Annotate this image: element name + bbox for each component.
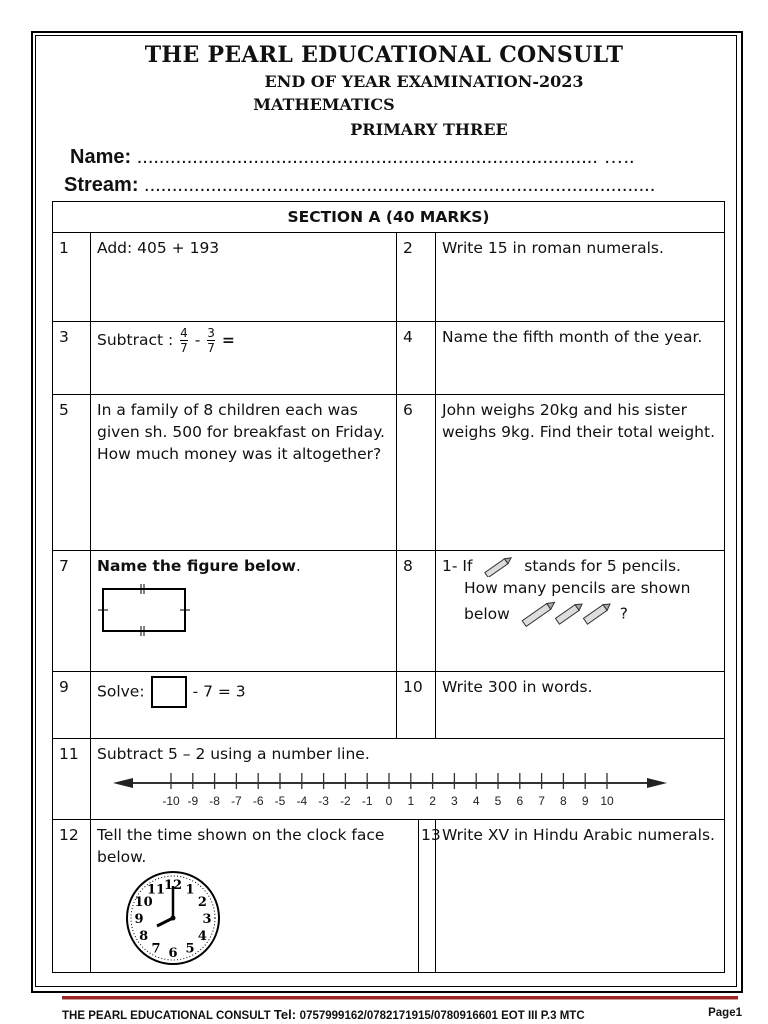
fraction-a-denominator: 7	[180, 341, 188, 355]
question-10-text: Write 300 in words.	[436, 672, 725, 739]
question-8-line2: How many pencils are shown	[464, 579, 691, 597]
name-dots: ...................................................................................	[136, 146, 598, 168]
question-7-text: Name the figure below	[97, 557, 296, 575]
footer-numbers: 0757999162/0782171915/0780916601 EOT III P.3 MTC	[299, 1010, 585, 1022]
fraction-a	[180, 326, 188, 355]
question-9-suffix: - 7 = 3	[192, 682, 246, 701]
number-line-label: 3	[451, 794, 458, 808]
number-line-label: 1	[407, 794, 415, 808]
clock-numeral: 12	[163, 878, 183, 893]
class-title: PRIMARY THREE	[350, 120, 508, 139]
question-number: 3	[53, 322, 91, 395]
number-line-label: 7	[538, 794, 545, 808]
minus-sign: -	[194, 331, 201, 349]
fraction-b-denominator: 7	[207, 341, 215, 355]
question-number: 2	[397, 233, 436, 322]
clock-numeral: 5	[185, 941, 195, 957]
rectangle-figure	[97, 581, 197, 637]
clock-numeral: 9	[134, 912, 144, 927]
question-number: 13	[419, 820, 436, 973]
clock-numeral: 1	[185, 882, 195, 898]
clock-numeral: 10	[134, 895, 153, 910]
pencil-icon	[481, 557, 515, 577]
question-11-cell	[91, 739, 725, 820]
footer-rule-thin	[62, 999, 738, 1000]
clock-numeral: 7	[151, 941, 161, 957]
section-heading: SECTION A (40 MARKS)	[53, 202, 725, 233]
number-line-label: -1	[361, 794, 373, 808]
number-line-label: -7	[231, 794, 242, 808]
clock-numeral: 2	[197, 895, 207, 910]
question-6-text: John weighs 20kg and his sister weighs 9kg. Find their total weight.	[436, 395, 725, 551]
question-8-line3a: below	[464, 604, 510, 623]
answer-box[interactable]	[151, 676, 187, 708]
clock-numeral: 8	[139, 929, 149, 944]
stream-dots: ............................................................................................	[144, 174, 656, 196]
number-line-label: 5	[494, 794, 502, 808]
question-8-line3b: ?	[619, 604, 628, 623]
number-line-label: 0	[385, 794, 393, 808]
footer-org: THE PEARL EDUCATIONAL CONSULT	[62, 1010, 274, 1022]
number-line-label: 6	[516, 794, 524, 808]
number-line-label: -2	[340, 794, 351, 808]
stream-field[interactable]	[64, 174, 686, 197]
question-3-prefix: Subtract :	[97, 331, 174, 349]
footer-tel-label: Tel:	[273, 1007, 300, 1022]
question-number: 12	[53, 820, 91, 973]
number-line-label: -4	[296, 794, 308, 808]
number-line-label: 2	[429, 794, 436, 808]
question-number: 5	[53, 395, 91, 551]
question-5-text: In a family of 8 children each was given sh. 500 for breakfast on Friday. How much money was it altogether?	[91, 395, 397, 551]
clock-face	[119, 868, 229, 968]
number-line-label: -6	[252, 794, 264, 808]
number-line-label: -5	[274, 794, 286, 808]
question-13-text: Write XV in Hindu Arabic numerals.	[436, 820, 725, 973]
question-3-cell	[91, 322, 397, 395]
question-8-cell	[436, 551, 725, 672]
question-number: 10	[397, 672, 436, 739]
stream-label: Stream:	[64, 174, 139, 196]
question-11-text: Subtract 5 – 2 using a number line.	[97, 745, 370, 763]
question-7-cell	[91, 551, 397, 672]
question-number: 7	[53, 551, 91, 672]
org-title: THE PEARL EDUCATIONAL CONSULT	[144, 42, 624, 68]
question-9-prefix: Solve:	[97, 682, 145, 701]
fraction-b	[207, 326, 215, 355]
question-2-text: Write 15 in roman numerals.	[436, 233, 725, 322]
number-line-label: 10	[600, 794, 614, 808]
question-8-line1: stands for 5 pencils.	[524, 557, 681, 575]
questions-table	[52, 201, 725, 973]
number-line-label: 8	[560, 794, 567, 808]
clock-numeral: 11	[146, 882, 166, 898]
number-line	[111, 767, 671, 811]
page-number: Page1	[708, 1007, 742, 1019]
clock-numeral: 4	[197, 929, 207, 944]
question-number: 8	[397, 551, 436, 672]
footer	[62, 1007, 742, 1022]
question-4-text: Name the fifth month of the year.	[436, 322, 725, 395]
question-number: 6	[397, 395, 436, 551]
number-line-label: -8	[209, 794, 220, 808]
clock-numeral: 3	[202, 912, 212, 927]
name-extra-dots: …..	[603, 146, 635, 168]
name-label: Name:	[70, 146, 132, 168]
question-number: 4	[397, 322, 436, 395]
question-number: 9	[53, 672, 91, 739]
pencils-icon	[515, 599, 615, 629]
question-12-text: Tell the time shown on the clock face below.	[97, 826, 385, 866]
subject-title: MATHEMATICS	[253, 95, 395, 114]
question-7-dot: .	[295, 557, 301, 575]
number-line-label: -10	[162, 794, 180, 808]
clock-numeral: 6	[168, 946, 178, 961]
number-line-label: -9	[187, 794, 199, 808]
question-8-prefix: 1- If	[442, 557, 473, 575]
question-9-cell	[91, 672, 397, 739]
question-1-text: Add: 405 + 193	[91, 233, 397, 322]
question-12-cell	[91, 820, 419, 973]
hour-hand	[157, 918, 173, 926]
name-field[interactable]	[70, 146, 690, 169]
number-line-label: -3	[318, 794, 329, 808]
number-line-label: 4	[472, 794, 480, 808]
question-number: 1	[53, 233, 91, 322]
question-number: 11	[53, 739, 91, 820]
fraction-b-numerator: 3	[207, 326, 215, 340]
number-line-label: 9	[581, 794, 589, 808]
fraction-a-numerator: 4	[180, 326, 188, 340]
equals-sign: =	[221, 331, 235, 349]
exam-title: END OF YEAR EXAMINATION-2023	[264, 72, 584, 91]
